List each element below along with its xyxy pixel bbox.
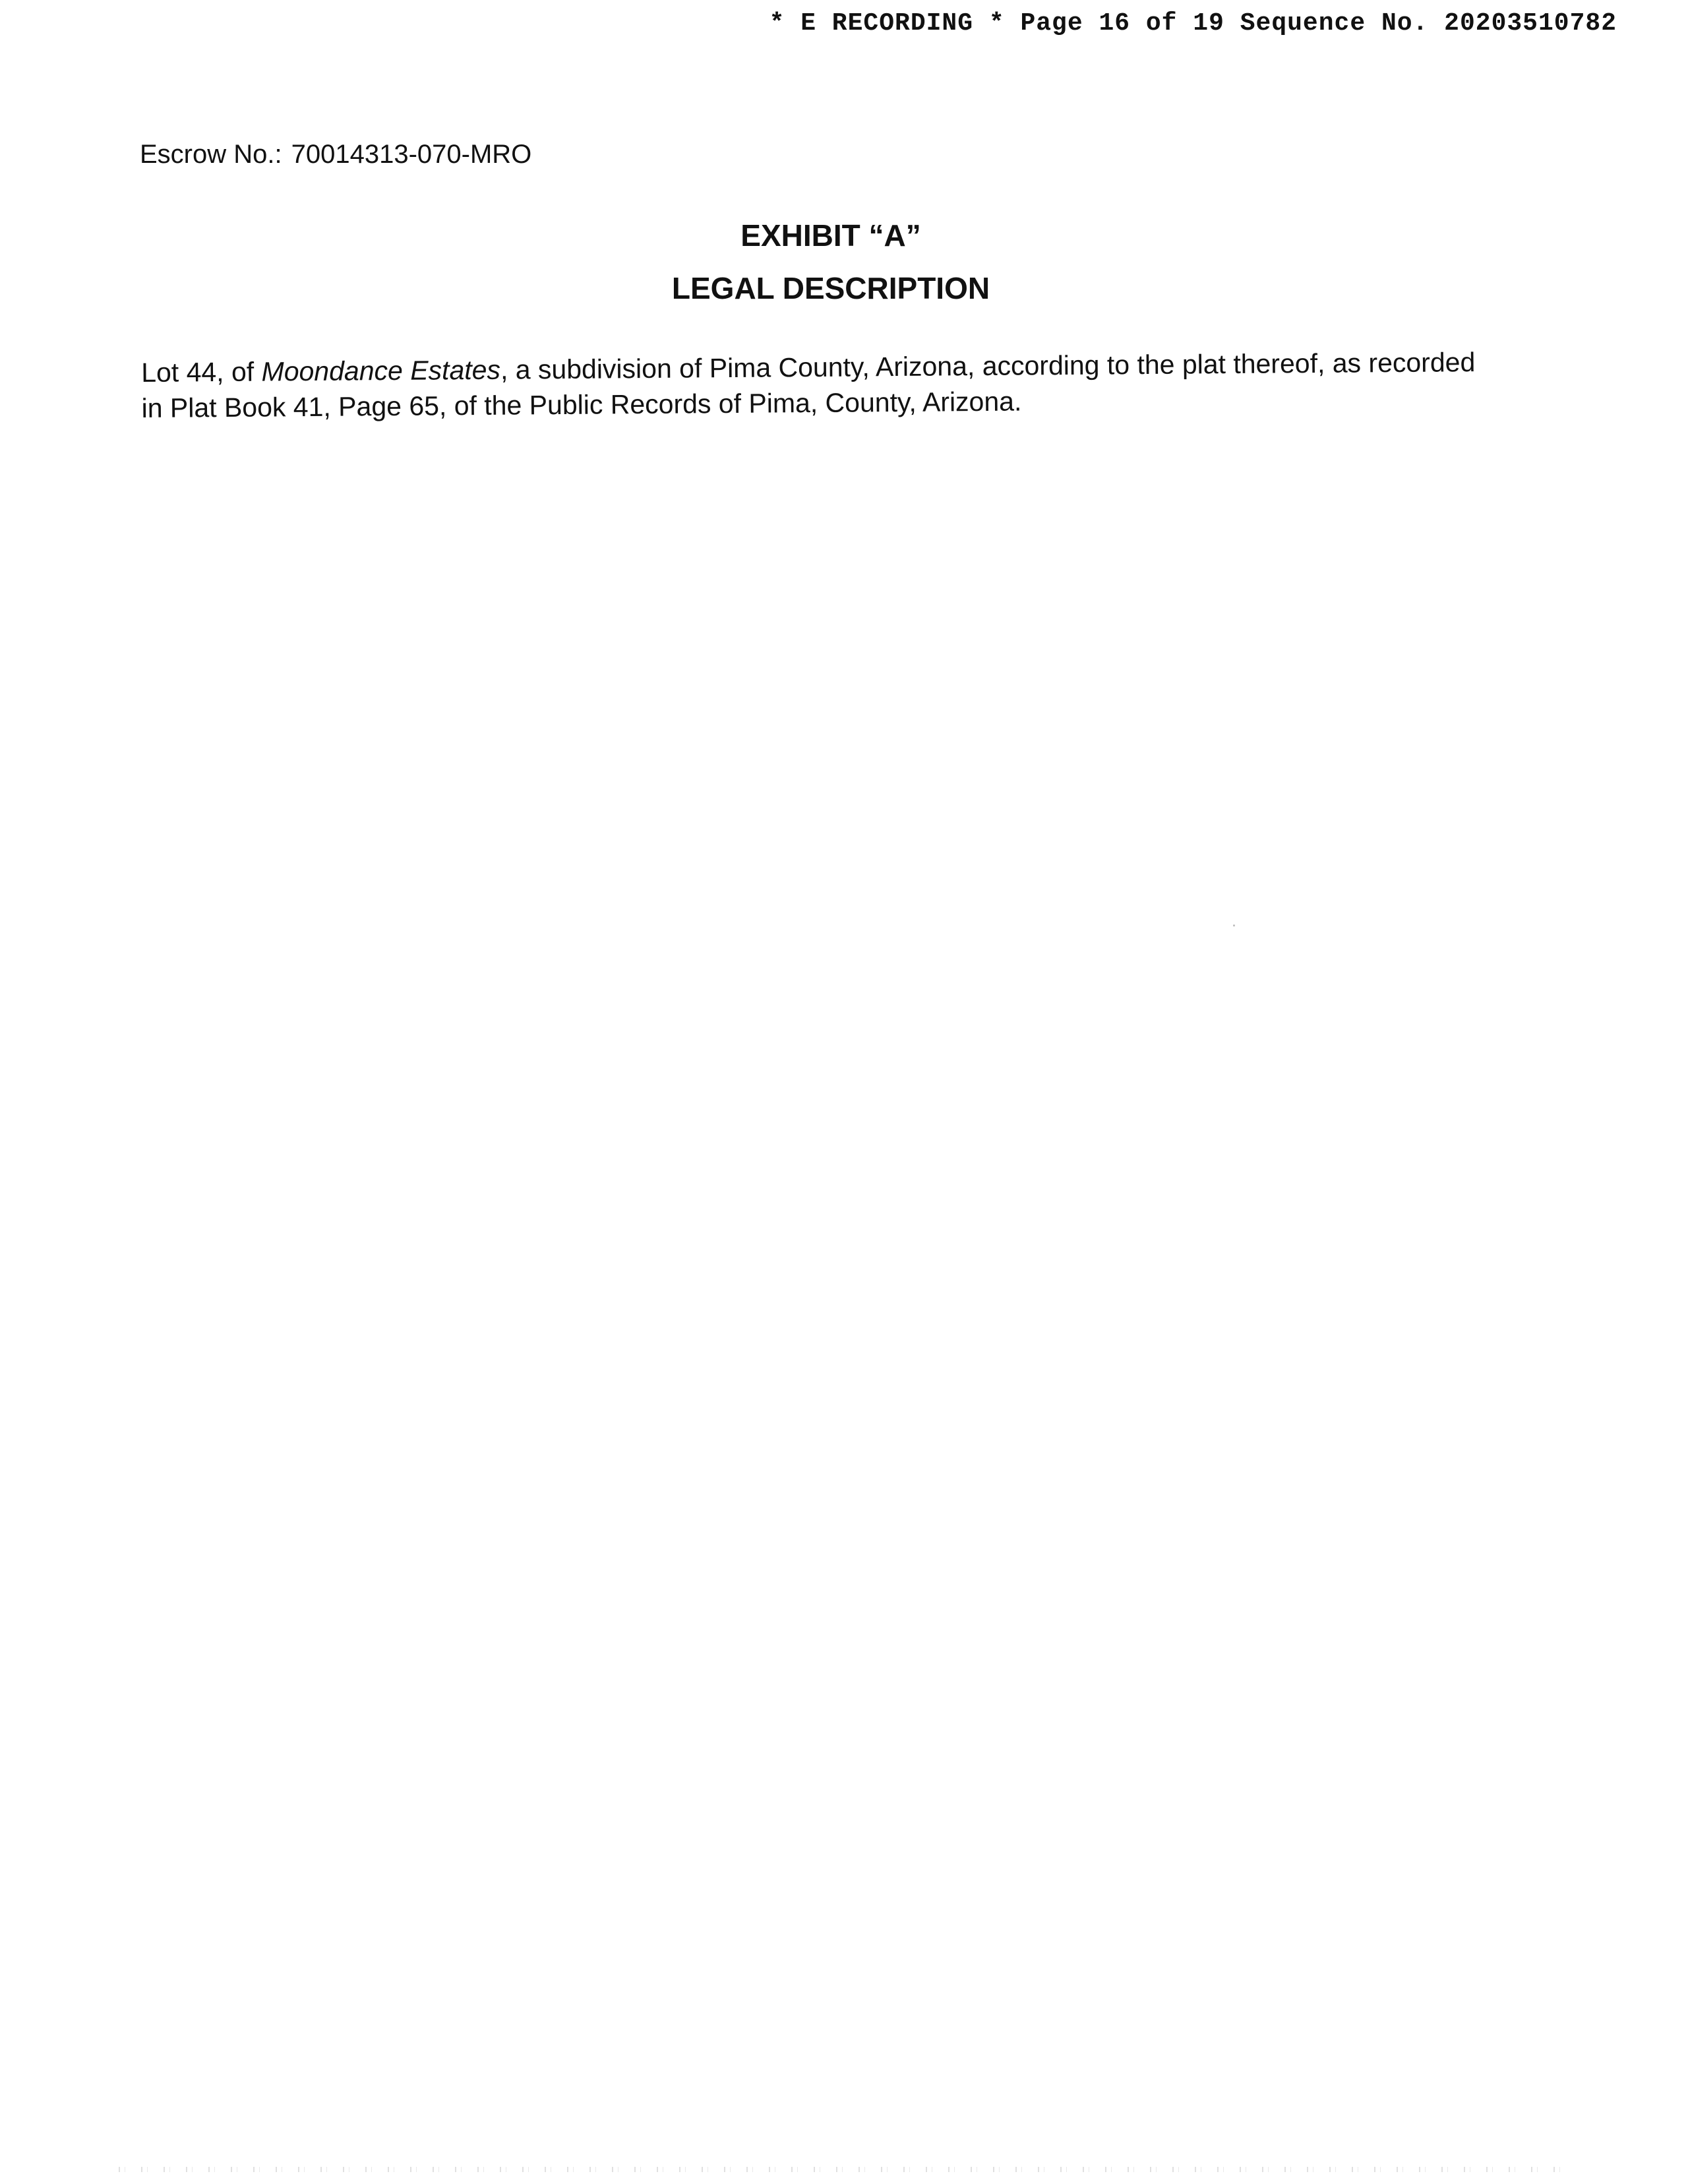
legal-description-line-2: in Plat Book 41, Page 65, of the Public Records of Pima, County, Arizona. (141, 386, 1022, 423)
legal-description-text (141, 344, 1533, 426)
recording-header: * E RECORDING * Page 16 of 19 Sequence No. 20203510782 (769, 9, 1617, 38)
escrow-label: Escrow No.: (140, 140, 282, 169)
escrow-line (140, 140, 531, 169)
escrow-number: 70014313-070-MRO (291, 140, 532, 169)
legal-description-heading: LEGAL DESCRIPTION (671, 271, 990, 305)
subdivision-text: , a subdivision of Pima County, Arizona, according to the plat thereof, as recorded (500, 347, 1476, 385)
scan-dot (1233, 925, 1235, 926)
exhibit-title: EXHIBIT “A” (740, 218, 921, 253)
lot-text: Lot 44, of (141, 356, 262, 388)
scan-artifact (119, 2167, 1569, 2172)
subdivision-name: Moondance Estates (261, 354, 501, 387)
